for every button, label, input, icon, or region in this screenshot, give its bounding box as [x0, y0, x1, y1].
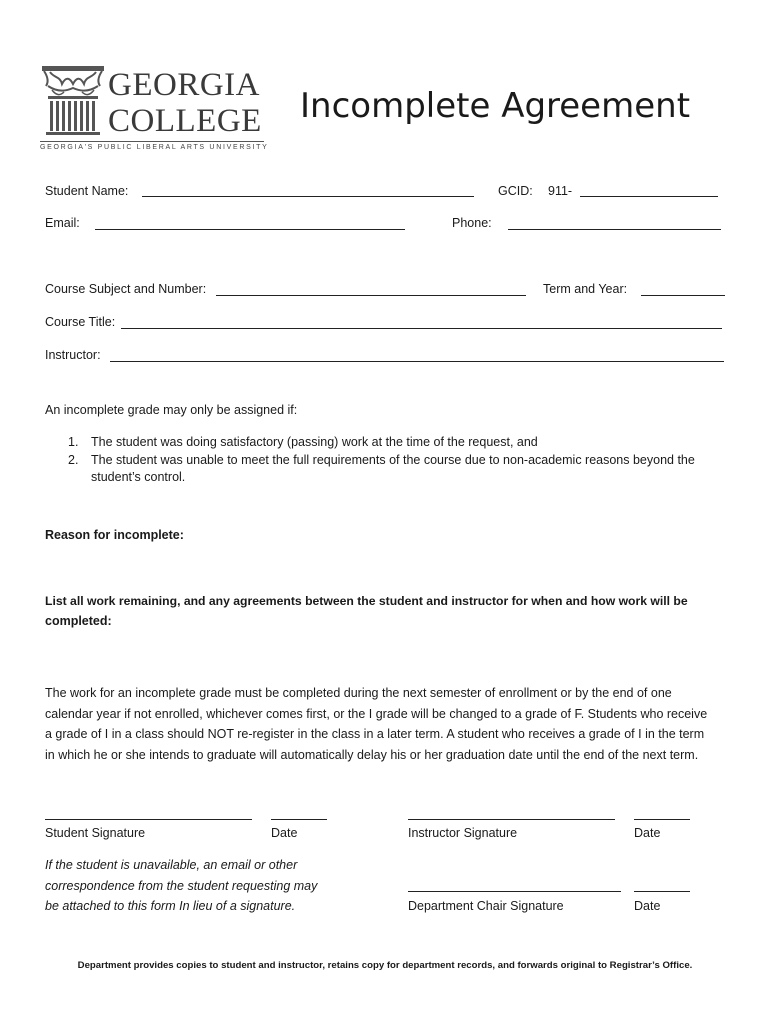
logo-tagline: GEORGIA'S PUBLIC LIBERAL ARTS UNIVERSITY: [40, 144, 269, 151]
gcid-label: GCID:: [498, 184, 533, 198]
policy-line-1: The work for an incomplete grade must be completed during the next semester of enrollment or by the end of one: [45, 686, 672, 700]
logo-georgia: GEORGIA: [108, 67, 260, 103]
student-name-field[interactable]: [142, 196, 474, 197]
instructor-field[interactable]: [110, 361, 724, 362]
condition-2-continuation: student’s control.: [91, 470, 186, 484]
policy-line-3: a grade of I in a class should NOT re-register in the class in a later term. A student who receives a grade of I in the term: [45, 727, 705, 741]
policy-line-2: calendar year if not enrolled, whichever comes first, or the I grade will be changed to a grade of F. Students who receive: [45, 706, 708, 721]
chair-signature-field[interactable]: [408, 891, 621, 892]
condition-2-number: 2.: [68, 453, 79, 467]
email-field[interactable]: [95, 229, 405, 230]
logo-college: COLLEGE: [108, 103, 262, 139]
student-name-label: Student Name:: [45, 184, 129, 198]
signature-note-line3: be attached to this form In lieu of a signature.: [45, 899, 296, 913]
condition-2-text: The student was unable to meet the full requirements of the course due to non-academic reasons beyond the: [91, 453, 695, 467]
chair-signature-label: Department Chair Signature: [408, 899, 564, 913]
chair-date-field[interactable]: [634, 891, 690, 892]
course-title-label: Course Title:: [45, 315, 116, 329]
instructor-signature-label: Instructor Signature: [408, 826, 518, 840]
email-label: Email:: [45, 216, 80, 230]
student-signature-label: Student Signature: [45, 826, 146, 840]
reason-heading: Reason for incomplete:: [45, 528, 184, 542]
instructor-label: Instructor:: [45, 348, 101, 362]
college-logo: [40, 64, 268, 154]
instructor-date-field[interactable]: [634, 819, 690, 820]
policy-paragraph: [45, 683, 735, 765]
course-title-field[interactable]: [121, 328, 722, 329]
condition-1-text: The student was doing satisfactory (passing) work at the time of the request, and: [91, 435, 538, 449]
page-title: Incomplete Agreement: [300, 86, 691, 126]
student-date-label: Date: [271, 826, 298, 840]
policy-line-4: in which he or she intends to graduate will automatically delay his or her graduation date until the end of the next term.: [45, 747, 699, 762]
course-subject-label: Course Subject and Number:: [45, 282, 207, 296]
course-subject-field[interactable]: [216, 295, 526, 296]
gcid-prefix: 911-: [548, 184, 573, 198]
student-date-field[interactable]: [271, 819, 327, 820]
phone-field[interactable]: [508, 229, 721, 230]
phone-label: Phone:: [452, 216, 492, 230]
condition-1-number: 1.: [68, 435, 79, 449]
chair-date-label: Date: [634, 899, 661, 913]
work-remaining-heading-line2: completed:: [45, 614, 112, 628]
signature-note-line2: correspondence from the student requesting may: [45, 879, 318, 893]
work-remaining-heading-line1: List all work remaining, and any agreements between the student and instructor for when and how work will be: [45, 594, 688, 608]
instructor-date-label: Date: [634, 826, 661, 840]
term-year-label: Term and Year:: [543, 282, 628, 296]
gcid-field[interactable]: [580, 196, 718, 197]
student-signature-field[interactable]: [45, 819, 252, 820]
column-emblem-icon: [40, 64, 106, 140]
instructor-signature-field[interactable]: [408, 819, 615, 820]
conditions-intro: An incomplete grade may only be assigned if:: [45, 403, 298, 417]
signature-note-line1: If the student is unavailable, an email or other: [45, 858, 298, 872]
term-year-field[interactable]: [641, 295, 725, 296]
logo-divider: [40, 141, 264, 142]
footer-note: Department provides copies to student and instructor, retains copy for department records, and forwards original to Registrar’s Office.: [77, 960, 693, 971]
